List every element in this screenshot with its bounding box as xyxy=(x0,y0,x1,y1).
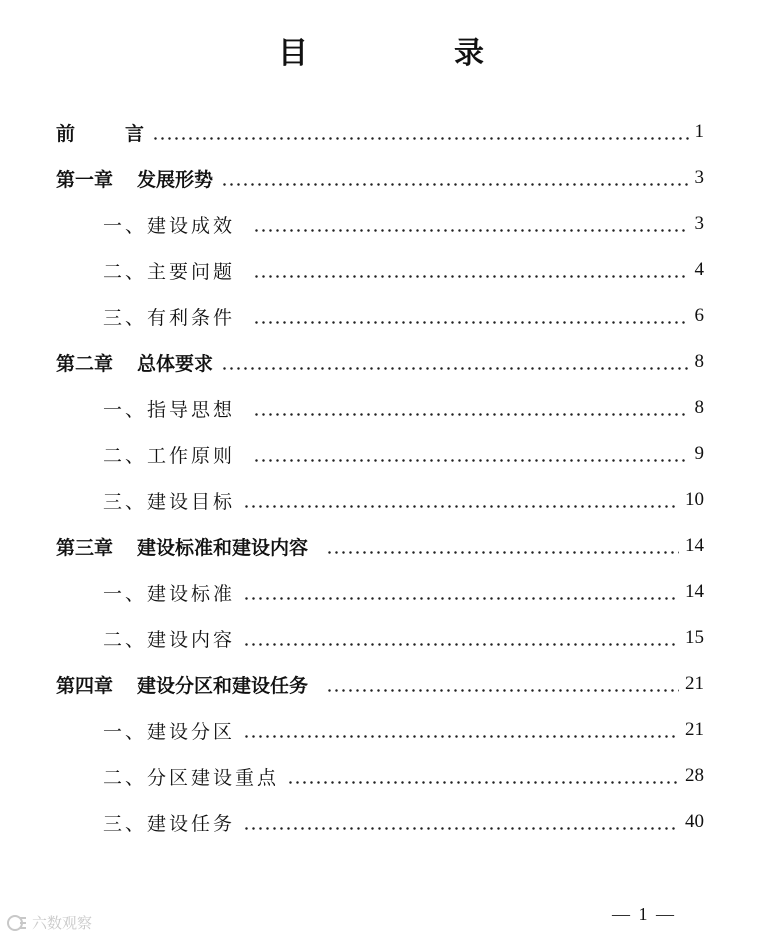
toc-entry-section-4-3[interactable] xyxy=(103,802,704,842)
watermark-logo-icon xyxy=(6,914,28,932)
toc-entry-section-4-1[interactable] xyxy=(103,710,704,750)
toc-page-number: 9 xyxy=(694,443,704,464)
toc-entry-section-2-2[interactable] xyxy=(103,434,704,474)
dot-leader xyxy=(253,215,688,234)
toc-entry-label: 二、建设内容 xyxy=(103,628,236,651)
toc-entry-section-1-2[interactable] xyxy=(103,250,704,290)
toc-entry-section-3-1[interactable] xyxy=(103,572,704,612)
toc-entry-chapter-1[interactable] xyxy=(56,158,704,198)
dot-leader xyxy=(253,261,688,280)
dot-leader xyxy=(221,169,688,188)
toc-page-number: 8 xyxy=(694,351,704,372)
dot-leader xyxy=(152,123,688,142)
dot-leader xyxy=(287,767,679,786)
watermark xyxy=(6,912,92,933)
toc-page-number: 4 xyxy=(694,259,704,280)
toc-entry-section-1-1[interactable] xyxy=(103,204,704,244)
toc-entry-section-2-1[interactable] xyxy=(103,388,704,428)
toc-page-number: 10 xyxy=(685,489,704,510)
dot-leader xyxy=(326,537,679,556)
toc-entry-label: 一、建设成效 xyxy=(103,214,236,237)
dot-leader xyxy=(253,399,688,418)
toc-page-number: 8 xyxy=(694,397,704,418)
toc-entry-label: 一、指导思想 xyxy=(103,398,236,421)
dot-leader xyxy=(243,813,679,832)
toc-entry-label: 第四章 建设分区和建设任务 xyxy=(56,674,309,697)
dot-leader xyxy=(243,491,679,510)
toc-entry-label: 二、工作原则 xyxy=(103,444,236,467)
toc-page-number: 1 xyxy=(694,121,704,142)
toc-page-number: 15 xyxy=(685,627,704,648)
toc-entry-label: 第二章 总体要求 xyxy=(56,352,214,375)
toc-page-number: 6 xyxy=(694,305,704,326)
toc-entry-section-2-3[interactable] xyxy=(103,480,704,520)
toc-page-number: 14 xyxy=(685,535,704,556)
dot-leader xyxy=(253,307,688,326)
dot-leader xyxy=(243,721,679,740)
toc-page-number: 28 xyxy=(685,765,704,786)
toc-page-number: 21 xyxy=(685,719,704,740)
page-title: 目 录 xyxy=(278,36,542,71)
watermark-text: 六数观察 xyxy=(32,914,93,932)
toc-entry-label: 三、有利条件 xyxy=(103,306,236,329)
toc-entry-label: 三、建设目标 xyxy=(103,490,236,513)
toc-entry-section-1-3[interactable] xyxy=(103,296,704,336)
page-number-footer: — 1 — xyxy=(612,904,676,924)
toc-page-number: 14 xyxy=(685,581,704,602)
toc-entry-label: 第一章 发展形势 xyxy=(56,168,214,191)
toc-page-number: 40 xyxy=(685,811,704,832)
toc-entry-label: 二、主要问题 xyxy=(103,260,236,283)
toc-entry-chapter-4[interactable] xyxy=(56,664,704,704)
toc-entry-label: 三、建设任务 xyxy=(103,812,236,835)
toc-entry-label: 前 言 xyxy=(56,122,145,145)
dot-leader xyxy=(326,675,679,694)
dot-leader xyxy=(221,353,688,372)
dot-leader xyxy=(253,445,688,464)
toc-entry-label: 二、分区建设重点 xyxy=(103,766,280,789)
toc-entry-preface[interactable] xyxy=(56,112,704,152)
toc-entry-label: 第三章 建设标准和建设内容 xyxy=(56,536,309,559)
toc-entry-section-3-2[interactable] xyxy=(103,618,704,658)
toc-entry-label: 一、建设标准 xyxy=(103,582,236,605)
toc-page-number: 21 xyxy=(685,673,704,694)
dot-leader xyxy=(243,629,679,648)
toc-entry-label: 一、建设分区 xyxy=(103,720,236,743)
toc-page-number: 3 xyxy=(694,167,704,188)
toc-entry-section-4-2[interactable] xyxy=(103,756,704,796)
toc-page-number: 3 xyxy=(694,213,704,234)
toc-entry-chapter-2[interactable] xyxy=(56,342,704,382)
toc-entry-chapter-3[interactable] xyxy=(56,526,704,566)
dot-leader xyxy=(243,583,679,602)
